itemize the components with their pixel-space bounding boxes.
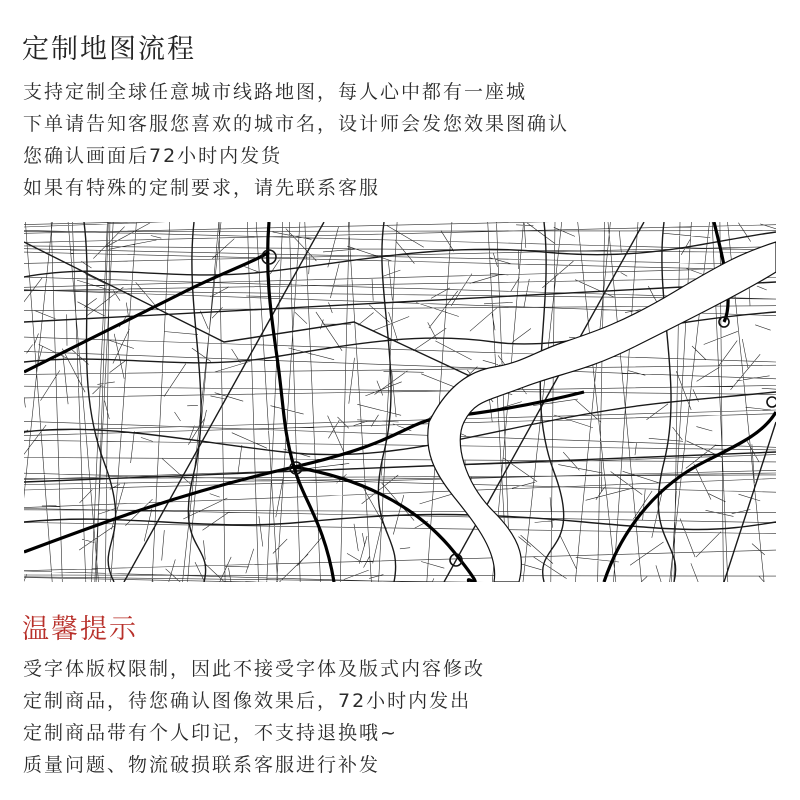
process-line: 您确认画面后72小时内发货 — [23, 145, 283, 167]
process-line: 支持定制全球任意城市线路地图，每人心中都有一座城 — [23, 81, 528, 103]
tip-line: 定制商品带有个人印记，不支持退换哦~ — [23, 722, 398, 744]
tip-line: 定制商品，待您确认图像效果后，72小时内发出 — [23, 690, 472, 712]
process-line: 下单请告知客服您喜欢的城市名，设计师会发您效果图确认 — [23, 113, 570, 135]
custom-map-process-title: 定制地图流程 — [22, 34, 196, 65]
process-description — [23, 76, 569, 204]
warm-tips-title: 温馨提示 — [22, 614, 138, 645]
process-line: 如果有特殊的定制要求，请先联系客服 — [23, 177, 381, 199]
tip-line: 受字体版权限制，因此不接受字体及版式内容修改 — [23, 658, 486, 680]
tips-list — [23, 653, 485, 781]
city-street-map-image — [24, 222, 776, 582]
tip-line: 质量问题、物流破损联系客服进行补发 — [23, 754, 381, 776]
